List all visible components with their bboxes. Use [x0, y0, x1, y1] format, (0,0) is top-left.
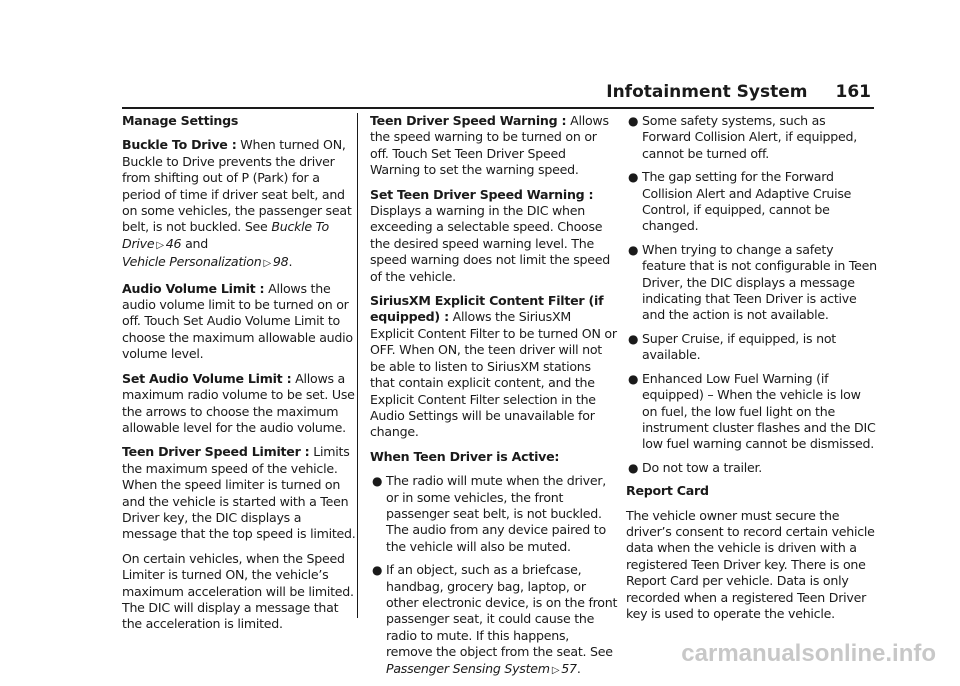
bullet-icon: ● [628, 242, 639, 257]
cross-reference-link[interactable]: Passenger Sensing System [386, 660, 550, 676]
list-item [626, 460, 878, 476]
header-rule [122, 107, 874, 109]
bullet-icon: ● [372, 474, 383, 489]
list-item [626, 113, 878, 162]
page-ref-arrow-icon: ▷ [551, 664, 560, 676]
list-item [626, 331, 878, 364]
bullet-icon: ● [372, 563, 383, 578]
acceleration-paragraph: On certain vehicles, when the Speed Limiter is turned ON, the vehicle’s maximum acceleration will be limited. The DIC will display a message that the acceleration is limited. [122, 550, 354, 632]
set-audio-volume-limit-entry [122, 371, 358, 437]
page-ref: 46 [165, 235, 182, 251]
siriusxm-filter-entry [370, 293, 618, 441]
entry-text: Displays a warning in the DIC when exceeding a selectable speed. Choose the desired speed warning level. The speed warning does not limit the speed of the vehicle. [370, 203, 611, 284]
page-ref: 57 [561, 660, 577, 676]
page-ref-arrow-icon: ▷ [263, 258, 271, 270]
page-ref-arrow-icon: ▷ [156, 239, 164, 251]
entry-label: Audio Volume Limit : [122, 280, 265, 296]
list-item [626, 242, 878, 324]
list-item-text: The gap setting for the Forward Collision Alert and Adaptive Cruise Control, if equipped, cannot be changed. [642, 169, 852, 234]
list-item [626, 371, 878, 453]
list-item: ● If an object, such as a briefcase, handbag, grocery bag, laptop, or other electronic device, is on the front passenger seat, it could cause the radio to mute. If this happens, remove the object from the seat. See Passenger Sensing System ▷ 57. [372, 562, 618, 676]
list-item-text: If an object, such as a briefcase, handbag, grocery bag, laptop, or other electronic device, is on the front passenger seat, it could cause the radio to mute. If this happens, remove the object from the seat. See [386, 562, 618, 660]
column-2 [370, 113, 618, 686]
page-number: 161 [835, 82, 871, 102]
teen-driver-active-heading: When Teen Driver is Active: [370, 448, 560, 464]
bullet-icon: ● [628, 371, 639, 386]
entry-label: Buckle To Drive : [122, 137, 237, 153]
list-item [626, 169, 878, 235]
entry-text: Allows the SiriusXM Explicit Content Filter to be turned ON or OFF. When ON, the teen driver will not be able to listen to SiriusXM stations that contain explicit content, and the Explicit Content Filter selection in the Audio Settings will be unavailable for change. [370, 309, 617, 440]
cross-reference-link[interactable]: Vehicle Personalization [122, 254, 262, 270]
entry-label: Set Teen Driver Speed Warning : [370, 186, 594, 202]
list-item-text: The radio will mute when the driver, or in some vehicles, the front passenger seat belt, is not buckled. The audio from any device paired to the vehicle will also be muted. [386, 473, 606, 554]
buckle-to-drive-entry: Buckle To Drive : When turned ON, Buckle to Drive prevents the driver from shifting out of P (Park) for a period of time if driver seat belt, and on some vehicles, the passenger seat belt, is not buckled. See Buckle To Drive ▷ 46 and Vehicle Personalization ▷ 98. [122, 137, 352, 270]
manage-settings-heading: Manage Settings [122, 113, 239, 128]
bullet-icon: ● [628, 170, 639, 185]
entry-text: Allows the audio volume limit to be turned on or off. Touch Set Audio Volume Limit to choose the maximum allowable audio volume level. [122, 280, 353, 362]
teen-driver-speed-limiter-entry [122, 444, 358, 542]
and-text: and [185, 235, 209, 251]
column-3 [626, 113, 878, 630]
cross-reference-link[interactable]: Buckle To Drive [122, 219, 330, 251]
list-item-text: When trying to change a safety feature that is not configurable in Teen Driver, the DIC displays a message indicating that Teen Driver is active and the action is not available. [642, 241, 877, 323]
report-card-paragraph: The vehicle owner must secure the driver’s consent to record certain vehicle data when the vehicle is driven with a registered Teen Driver key. There is one Report Card per vehicle. Data is only recorded when a registered Teen Driver key is used to operate the vehicle. [626, 507, 875, 621]
entry-text: Allows the speed warning to be turned on or off. Touch Set Teen Driver Speed Warning to set the warning speed. [370, 113, 609, 178]
bullet-icon: ● [628, 331, 639, 346]
section-title: Infotainment System [606, 82, 808, 102]
entry-text: Allows a maximum radio volume to be set. Use the arrows to choose the maximum allowable level for the audio volume. [122, 370, 355, 435]
list-item-text: Super Cruise, if equipped, is not available. [642, 330, 837, 363]
entry-label: Set Audio Volume Limit : [122, 370, 292, 386]
entry-text: Limits the maximum speed of the vehicle. When the speed limiter is turned on and the vehicle is started with a Teen Driver key, the DIC displays a message that the top speed is limited. [122, 444, 356, 542]
bullet-icon: ● [628, 460, 639, 475]
list-item-text: Some safety systems, such as Forward Collision Alert, if equipped, cannot be turned off. [642, 113, 858, 161]
watermark: carmanualsonline.info [681, 640, 936, 667]
audio-volume-limit-entry [122, 281, 358, 363]
page-header [606, 82, 871, 102]
column-1 [122, 113, 358, 641]
bullet-icon: ● [628, 114, 639, 128]
entry-label: SiriusXM Explicit Content Filter (if equipped) : [370, 293, 604, 325]
page-ref: 98 [272, 254, 289, 270]
list-item-text: Enhanced Low Fuel Warning (if equipped) – When the vehicle is low on fuel, the low fuel light on the instrument cluster flashes and the DIC low fuel warning cannot be dismissed. [642, 370, 876, 452]
entry-label: Teen Driver Speed Limiter : [122, 444, 310, 460]
column-divider [357, 113, 358, 618]
teen-driver-speed-warning-entry [370, 113, 618, 179]
list-item-text: Do not tow a trailer. [642, 459, 763, 475]
set-teen-driver-speed-warning-entry [370, 187, 618, 285]
list-item [370, 473, 618, 555]
entry-text: When turned ON, Buckle to Drive prevents the driver from shifting out of P (Park) for a period of time if driver seat belt, and on some vehicles, the passenger seat belt, is not buckled. See [122, 137, 352, 235]
report-card-heading: Report Card [626, 483, 709, 499]
entry-label: Teen Driver Speed Warning : [370, 113, 567, 128]
